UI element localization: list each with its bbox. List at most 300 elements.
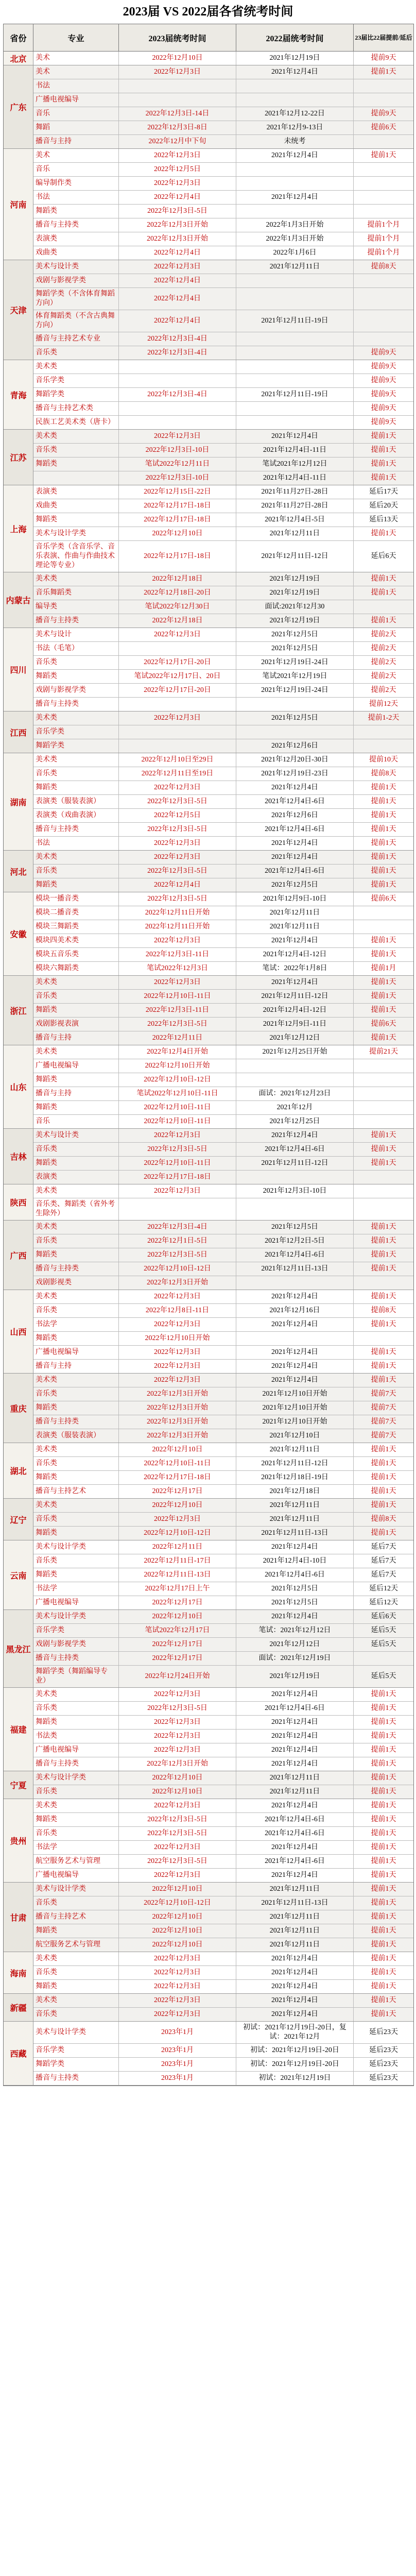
date-2022-cell: 2021年12月4日 — [236, 1730, 354, 1743]
diff-cell: 提前8天 — [354, 260, 413, 274]
major-cell: 音乐类 — [33, 1554, 119, 1568]
province-group — [4, 976, 413, 1045]
date-2022-cell: 2021年12月4日-11日 — [236, 444, 354, 457]
date-2023-cell: 2022年12月17日 — [119, 1485, 236, 1498]
diff-cell: 提前1天 — [371, 1760, 396, 1768]
diff-cell: 提前1天 — [354, 1527, 413, 1540]
table-row — [33, 851, 413, 865]
exam-schedule-table — [3, 24, 414, 2086]
table-row — [33, 1883, 413, 1896]
date-2022-cell: 2022年1月3日开始 — [236, 232, 354, 246]
date-2022-cell: 2021年12月10日开始 — [236, 1415, 354, 1429]
province-cell: 河南 — [4, 149, 33, 260]
province-rows — [33, 1883, 413, 1952]
date-2022-cell: 2021年12月 — [236, 1101, 354, 1114]
table-row — [33, 1262, 413, 1276]
date-2023-cell: 2022年12月3日 — [119, 1346, 236, 1359]
major-cell: 舞蹈类 — [33, 205, 119, 218]
province-rows — [33, 485, 413, 572]
date-2023-cell: 2022年12月3日-11日 — [119, 948, 236, 961]
table-row — [33, 1910, 413, 1924]
date-2022-cell: 面试：2021年12月23日 — [236, 1087, 354, 1100]
province-cell: 山东 — [4, 1045, 33, 1128]
table-row — [33, 809, 413, 823]
date-2022-cell: 2021年12月2日-5日 — [236, 1234, 354, 1248]
table-row — [33, 1304, 413, 1318]
date-2023-cell: 2022年12月3日 — [119, 851, 236, 864]
major-cell: 美术与设计学类 — [33, 1540, 119, 1554]
table-row — [33, 600, 413, 614]
diff-cell: 提前1个月 — [367, 235, 400, 243]
diff-cell: 提前1天 — [354, 1004, 413, 1017]
date-2023-cell: 2022年12月3日开始 — [119, 1387, 236, 1401]
province-rows — [33, 430, 413, 485]
date-2023-cell: 2022年12月3日 — [119, 1730, 236, 1743]
date-2023-cell: 2022年12月11日 — [119, 1540, 236, 1554]
major-cell: 戏剧与影视学类 — [33, 684, 119, 697]
diff-cell: 延后17天 — [369, 488, 398, 496]
diff-cell: 提前1天 — [371, 1690, 396, 1698]
table-row — [33, 698, 413, 711]
major-cell: 播音与主持类 — [33, 1757, 119, 1771]
date-2022-cell: 2021年12月11日-12日 — [236, 990, 354, 1003]
date-2023-cell: 2022年12月17日-18日 — [119, 1171, 236, 1184]
major-cell: 书法 — [33, 191, 119, 204]
diff-cell: 提前1天 — [354, 614, 413, 628]
diff-cell: 提前1天 — [354, 1157, 413, 1170]
date-2022-cell — [236, 402, 354, 415]
date-2022-cell: 2021年12月19日-23日 — [236, 767, 354, 781]
diff-cell: 提前1天 — [354, 1938, 413, 1952]
major-cell: 美术类 — [33, 1290, 119, 1303]
table-row — [33, 711, 413, 725]
diff-cell: 提前9天 — [371, 391, 396, 398]
date-2023-cell: 2022年12月3日-10日 — [119, 444, 236, 457]
major-cell: 广播电视编导 — [33, 1743, 119, 1757]
date-2023-cell: 2022年12月11日开始 — [119, 920, 236, 934]
date-2023-cell: 2022年12月4日 — [119, 246, 236, 260]
table-row — [33, 310, 413, 332]
table-row — [33, 1276, 413, 1290]
date-2023-cell: 2022年12月3日 — [119, 1952, 236, 1965]
table-row — [33, 1785, 413, 1799]
major-cell: 广播电视编导 — [33, 1869, 119, 1882]
date-2023-cell — [119, 642, 236, 655]
date-2022-cell: 2021年12月4日 — [236, 1610, 354, 1623]
table-row — [33, 177, 413, 191]
province-rows — [33, 1443, 413, 1498]
date-2022-cell: 2021年12月5日 — [236, 711, 354, 725]
province-cell: 四川 — [4, 628, 33, 711]
date-2022-cell: 2021年12月20日-30日 — [236, 753, 354, 767]
province-cell: 天津 — [4, 260, 33, 360]
major-cell: 书法 — [33, 79, 119, 93]
major-cell: 戏剧影视表演 — [33, 1018, 119, 1031]
major-cell: 美术类 — [33, 1045, 119, 1059]
table-row — [33, 2008, 413, 2021]
date-2022-cell — [236, 416, 354, 429]
diff-cell: 延后7天 — [371, 1543, 396, 1551]
date-2022-cell: 2021年12月4日 — [236, 1994, 354, 2007]
province-cell: 甘肃 — [4, 1883, 33, 1952]
major-cell: 书法类 — [33, 1730, 119, 1743]
date-2022-cell: 2021年12月19日 — [236, 1666, 354, 1687]
date-2023-cell: 2022年12月3日 — [119, 1360, 236, 1373]
date-2022-cell: 2021年12月12-22日 — [236, 107, 354, 121]
major-cell: 播音与主持类 — [33, 698, 119, 711]
date-2023-cell: 2022年12月17日-18日 — [119, 513, 236, 527]
date-2023-cell: 2022年12月3日开始 — [119, 1415, 236, 1429]
diff-cell — [354, 600, 413, 614]
diff-cell — [354, 79, 413, 93]
date-2022-cell — [236, 332, 354, 346]
date-2023-cell: 2022年12月3日开始 — [119, 218, 236, 232]
major-cell: 美术 — [33, 149, 119, 162]
date-2023-cell: 2023年1月 — [119, 2044, 236, 2057]
major-cell: 表演类（服装表演） — [33, 1429, 119, 1443]
major-cell: 舞蹈类 — [33, 1980, 119, 1993]
province-cell: 云南 — [4, 1540, 33, 1609]
province-group — [4, 1883, 413, 1952]
province-rows — [33, 711, 413, 753]
date-2022-cell: 2021年12月4日 — [236, 1799, 354, 1812]
date-2023-cell: 2022年12月10日-11日 — [119, 990, 236, 1003]
diff-cell: 提前1天 — [371, 811, 396, 819]
table-body — [4, 52, 413, 2086]
province-group — [4, 360, 413, 430]
table-row — [33, 1799, 413, 1813]
diff-cell: 提前1天 — [354, 851, 413, 864]
date-2023-cell: 2022年12月3日 — [119, 1841, 236, 1854]
date-2022-cell: 2021年12月11日 — [236, 260, 354, 274]
province-cell: 北京 — [4, 52, 33, 65]
major-cell: 舞蹈类 — [33, 513, 119, 527]
major-cell: 舞蹈类 — [33, 878, 119, 892]
diff-cell: 延后12天 — [369, 1599, 398, 1606]
date-2023-cell: 2022年12月17日-18日 — [119, 541, 236, 572]
province-rows — [33, 1374, 413, 1443]
table-row — [33, 1198, 413, 1220]
date-2022-cell: 2021年12月11日-12日 — [236, 541, 354, 572]
date-2022-cell: 2021年12月4日 — [236, 934, 354, 947]
major-cell: 美术类 — [33, 711, 119, 725]
diff-cell: 提前1天 — [371, 1704, 396, 1712]
table-row — [33, 1527, 413, 1540]
table-row — [33, 1980, 413, 1993]
major-cell: 舞蹈学类 — [33, 739, 119, 753]
diff-cell: 提前1天 — [371, 784, 396, 791]
diff-cell: 提前1天 — [354, 1221, 413, 1234]
diff-cell: 延后5天 — [354, 1666, 413, 1687]
table-row — [33, 218, 413, 232]
date-2023-cell: 2022年12月10日 — [119, 527, 236, 540]
table-row — [33, 1596, 413, 1609]
major-cell: 美术类 — [33, 753, 119, 767]
province-group — [4, 2022, 413, 2086]
date-2022-cell: 2021年12月10日开始 — [236, 1401, 354, 1415]
date-2022-cell: 2021年12月11日 — [236, 1938, 354, 1952]
date-2022-cell: 2021年12月4日-10日 — [236, 1554, 354, 1568]
diff-cell: 提前1天 — [354, 1499, 413, 1512]
table-row — [33, 1387, 413, 1401]
table-row — [33, 1087, 413, 1101]
major-cell: 戏曲类 — [33, 246, 119, 260]
date-2023-cell: 2022年12月3日-4日 — [119, 346, 236, 360]
major-cell: 播音与主持类 — [33, 823, 119, 836]
table-row — [33, 1129, 413, 1143]
table-row — [33, 513, 413, 527]
diff-cell: 提前1天 — [354, 586, 413, 600]
date-2022-cell: 笔试：2022年1月8日 — [236, 962, 354, 975]
date-2022-cell — [236, 1059, 354, 1073]
table-row — [33, 2022, 413, 2044]
date-2023-cell: 笔试2022年12月3日 — [119, 962, 236, 975]
date-2023-cell: 2022年12月3日-5日 — [119, 1702, 236, 1715]
date-2022-cell: 2021年12月19日 — [236, 586, 354, 600]
province-rows — [33, 1771, 413, 1799]
table-row — [33, 374, 413, 388]
date-2022-cell: 2021年12月19日 — [236, 614, 354, 628]
table-row — [33, 865, 413, 878]
diff-cell: 提前1天 — [371, 1320, 396, 1328]
date-2023-cell: 2022年12月3日 — [119, 1290, 236, 1303]
province-rows — [33, 65, 413, 148]
table-row — [33, 527, 413, 541]
date-2023-cell: 2022年12月3日 — [119, 2008, 236, 2021]
diff-cell: 提前1天 — [371, 1460, 396, 1467]
date-2022-cell: 笔试2021年12月19日 — [236, 670, 354, 683]
table-row — [33, 739, 413, 753]
table-row — [33, 1248, 413, 1262]
major-cell: 音乐类 — [33, 1387, 119, 1401]
major-cell: 播音与主持类 — [33, 1415, 119, 1429]
date-2022-cell: 2021年12月25日 — [236, 1115, 354, 1128]
date-2022-cell: 2021年12月4日 — [236, 851, 354, 864]
table-row — [33, 65, 413, 79]
date-2023-cell: 2022年12月10日 — [119, 1443, 236, 1456]
province-rows — [33, 572, 413, 628]
diff-cell — [354, 135, 413, 148]
province-group — [4, 1688, 413, 1771]
date-2023-cell: 2022年12月3日开始 — [119, 1757, 236, 1771]
diff-cell: 提前1天 — [371, 1718, 396, 1726]
date-2023-cell — [119, 360, 236, 374]
table-row — [33, 1924, 413, 1938]
date-2023-cell: 2022年12月1日-5日 — [119, 1234, 236, 1248]
table-row — [33, 795, 413, 809]
date-2022-cell: 2021年12月4日-6日 — [236, 795, 354, 808]
province-cell: 广西 — [4, 1221, 33, 1290]
table-row — [33, 1374, 413, 1387]
date-2022-cell: 2021年12月11日 — [236, 1443, 354, 1456]
major-cell: 书法学 — [33, 1582, 119, 1596]
date-2023-cell: 2022年12月10日-11日 — [119, 1101, 236, 1114]
major-cell: 音乐类 — [33, 1234, 119, 1248]
table-row — [33, 934, 413, 948]
province-cell: 陕西 — [4, 1184, 33, 1220]
table-row — [33, 1730, 413, 1743]
date-2022-cell: 2021年12月6日 — [236, 739, 354, 753]
diff-cell — [354, 93, 413, 107]
table-row — [33, 1059, 413, 1073]
table-row — [33, 1045, 413, 1059]
table-row — [33, 1332, 413, 1346]
date-2022-cell: 2021年12月4日 — [236, 1716, 354, 1729]
major-cell: 美术类 — [33, 1499, 119, 1512]
date-2022-cell: 2021年12月4日 — [236, 1360, 354, 1373]
date-2023-cell: 2022年12月3日 — [119, 1966, 236, 1979]
date-2022-cell: 2021年12月12日 — [236, 1638, 354, 1651]
date-2023-cell: 2022年12月3日-4日 — [119, 332, 236, 346]
diff-cell: 提前6天 — [371, 895, 396, 903]
table-row — [33, 1101, 413, 1115]
date-2023-cell: 2022年12月11日-13日 — [119, 1568, 236, 1582]
date-2022-cell: 2021年12月19日-24日 — [236, 656, 354, 669]
diff-cell: 提前7天 — [354, 1401, 413, 1415]
date-2023-cell — [119, 698, 236, 711]
province-rows — [33, 1129, 413, 1184]
date-2023-cell: 2022年12月10日-12日 — [119, 1896, 236, 1910]
table-row — [33, 457, 413, 471]
date-2023-cell: 2022年12月11日 — [119, 1031, 236, 1045]
table-row — [33, 1666, 413, 1687]
table-row — [33, 906, 413, 920]
province-cell: 湖北 — [4, 1443, 33, 1498]
major-cell: 音乐类 — [33, 1827, 119, 1840]
diff-cell: 提前7天 — [354, 1387, 413, 1401]
date-2022-cell: 2021年12月4日-6日 — [236, 1702, 354, 1715]
date-2022-cell — [236, 698, 354, 711]
date-2022-cell: 2021年12月4日 — [236, 1743, 354, 1757]
header-2023: 2023届统考时间 — [119, 24, 236, 51]
table-row — [33, 2072, 413, 2085]
province-rows — [33, 1952, 413, 1993]
province-cell: 浙江 — [4, 976, 33, 1045]
date-2022-cell: 2021年12月5日 — [236, 878, 354, 892]
province-cell: 黑龙江 — [4, 1610, 33, 1687]
date-2023-cell: 2022年12月3日 — [119, 430, 236, 443]
major-cell: 美术类 — [33, 430, 119, 443]
date-2022-cell: 2021年12月11日-12日 — [236, 1457, 354, 1470]
major-cell: 美术与设计类 — [33, 260, 119, 274]
major-cell: 音乐舞蹈类 — [33, 586, 119, 600]
date-2023-cell: 2022年12月3日-5日 — [119, 1855, 236, 1868]
major-cell: 音乐学类（含音乐学、音乐表演、作曲与作曲技术理论等专业） — [33, 541, 119, 572]
table-row — [33, 1346, 413, 1360]
date-2023-cell: 2022年12月3日 — [119, 1869, 236, 1882]
major-cell: 播音与主持类 — [33, 218, 119, 232]
province-group — [4, 1443, 413, 1499]
diff-cell: 提前9天 — [354, 107, 413, 121]
diff-cell — [354, 163, 413, 176]
date-2023-cell: 2022年12月17日上午 — [119, 1582, 236, 1596]
diff-cell — [354, 1059, 413, 1073]
table-row — [33, 1554, 413, 1568]
date-2023-cell: 2022年12月3日开始 — [119, 1429, 236, 1443]
date-2022-cell — [236, 1171, 354, 1184]
diff-cell: 提前8天 — [371, 1307, 396, 1314]
date-2022-cell — [236, 360, 354, 374]
province-cell: 江西 — [4, 711, 33, 753]
date-2022-cell: 2021年12月4日 — [236, 1129, 354, 1142]
diff-cell: 提前1天 — [354, 471, 413, 485]
table-row — [33, 163, 413, 177]
date-2022-cell: 2021年12月12日 — [236, 1031, 354, 1045]
date-2023-cell: 2022年12月3日 — [119, 934, 236, 947]
date-2022-cell: 2021年12月4日 — [236, 1540, 354, 1554]
table-row — [33, 346, 413, 360]
date-2022-cell: 2021年12月11日-13日 — [236, 1896, 354, 1910]
major-cell: 舞蹈类 — [33, 1004, 119, 1017]
major-cell: 民族工艺美术类（唐卡） — [33, 416, 119, 429]
province-cell: 上海 — [4, 485, 33, 572]
date-2022-cell: 2021年12月9日-11日 — [236, 1018, 354, 1031]
major-cell: 舞蹈学类 — [33, 388, 119, 401]
diff-cell: 延后5天 — [354, 1638, 413, 1651]
date-2022-cell: 2021年12月5日 — [236, 1221, 354, 1234]
diff-cell: 提前1天 — [371, 1802, 396, 1809]
date-2023-cell: 2022年12月3日 — [119, 260, 236, 274]
table-row — [33, 1994, 413, 2008]
table-row — [33, 1401, 413, 1415]
date-2022-cell: 2021年12月4日-12日 — [236, 1004, 354, 1017]
diff-cell: 提前1天 — [354, 2008, 413, 2021]
table-row — [33, 1018, 413, 1031]
table-row — [33, 288, 413, 310]
diff-cell: 提前1天 — [371, 1446, 396, 1453]
date-2023-cell: 2023年1月 — [119, 2022, 236, 2043]
date-2022-cell: 2022年1月3日开始 — [236, 218, 354, 232]
date-2023-cell: 2022年12月17日-18日 — [119, 499, 236, 513]
table-row — [33, 1757, 413, 1771]
date-2022-cell: 2021年12月11日 — [236, 1771, 354, 1785]
date-2022-cell — [236, 1332, 354, 1345]
diff-cell: 提前1天 — [354, 1262, 413, 1276]
table-row — [33, 948, 413, 962]
major-cell: 表演类 — [33, 1171, 119, 1184]
province-cell: 新疆 — [4, 1994, 33, 2021]
date-2023-cell: 2022年12月3日-4日 — [119, 1221, 236, 1234]
major-cell: 音乐类 — [33, 865, 119, 878]
date-2023-cell: 2022年12月10日 — [119, 1883, 236, 1896]
diff-cell: 提前1天 — [354, 1910, 413, 1924]
date-2023-cell — [119, 79, 236, 93]
major-cell: 舞蹈类 — [33, 1248, 119, 1262]
major-cell: 舞蹈学类（舞蹈编导专业） — [33, 1666, 119, 1687]
diff-cell: 提前2天 — [371, 631, 396, 638]
table-row — [33, 823, 413, 837]
date-2022-cell: 2021年12月4日-6日 — [236, 823, 354, 836]
major-cell: 音乐类 — [33, 1304, 119, 1317]
date-2023-cell: 2022年12月10日至29日 — [119, 753, 236, 767]
major-cell: 舞蹈类 — [33, 1401, 119, 1415]
province-rows — [33, 1799, 413, 1882]
major-cell: 舞蹈类 — [33, 1568, 119, 1582]
diff-cell — [354, 920, 413, 934]
header-major: 专业 — [33, 24, 119, 51]
date-2022-cell: 2021年12月11日-13日 — [236, 1262, 354, 1276]
date-2022-cell — [236, 1073, 354, 1087]
date-2022-cell: 2021年12月4日 — [236, 1966, 354, 1979]
diff-cell: 延后12天 — [369, 1585, 398, 1592]
diff-cell: 提前21天 — [369, 1048, 398, 1056]
table-row — [33, 1157, 413, 1171]
province-group — [4, 149, 413, 260]
table-row — [33, 121, 413, 135]
date-2022-cell — [236, 346, 354, 360]
major-cell: 音乐类 — [33, 656, 119, 669]
province-rows — [33, 1540, 413, 1609]
